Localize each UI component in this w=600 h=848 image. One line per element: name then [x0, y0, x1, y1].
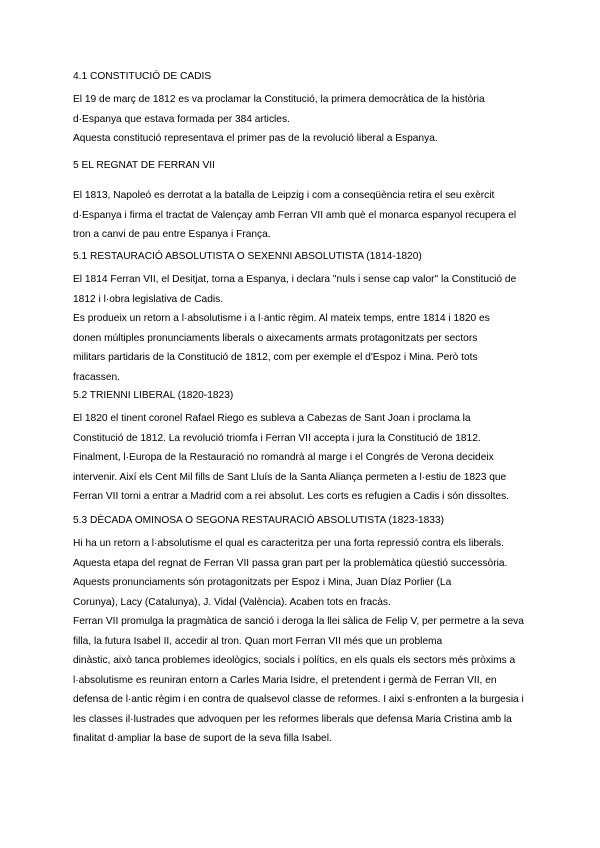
- section-heading: 5 EL REGNAT DE FERRAN VII: [73, 160, 215, 171]
- paragraph-line: Ferran VII torni a entrar a Madrid com a rei absolut. Les corts es refugien a Cadis i són dissoltes.: [73, 491, 509, 502]
- paragraph-line: El 19 de març de 1812 es va proclamar la Constitució, la primera democràtica de la història: [73, 94, 485, 105]
- section-decada-ominosa: [73, 514, 528, 749]
- paragraph-line: Aquests pronunciaments són protagonitzats per Espoz i Mina, Juan Díaz Porlier (La: [73, 577, 452, 588]
- paragraph-line: Es produeix un retorn a l·absolutisme i a l·antic règim. Al mateix temps, entre 1814 i 1820 es: [73, 313, 490, 324]
- section-heading: 5.3 DÈCADA OMINOSA O SEGONA RESTAURACIÓ ABSOLUTISTA (1823-1833): [73, 515, 445, 526]
- section-heading: 4.1 CONSTITUCIÓ DE CADIS: [73, 71, 212, 82]
- paragraph-line: intervenir. Així els Cent Mil fills de Sant Lluís de la Santa Aliança permeten a l·estiu de 1823 que: [73, 471, 507, 483]
- section-heading: 5.2 TRIENNI LIBERAL (1820-1823): [73, 390, 234, 401]
- paragraph-line: d·Espanya que estava formada per 384 articles.: [73, 113, 290, 125]
- paragraph-line: Finalment, l·Europa de la Restauració no romandrà al marge i el Congrés de Verona decideix: [73, 452, 494, 463]
- paragraph-line: Ferran VII promulga la pragmàtica de sanció i deroga la llei sàlica de Felip V, per permetre a la seva: [73, 616, 524, 627]
- paragraph-line: tron a canvi de pau entre Espanya i França.: [73, 229, 271, 240]
- paragraph-line: Aquesta etapa del regnat de Ferran VII passa gran part per la problemàtica qüestió successòria.: [73, 557, 508, 569]
- section-constitucio-cadis: [73, 70, 528, 149]
- paragraph-line: dinàstic, això tanca problemes ideològics, socials i polítics, en els quals els sectors més pròxims a: [73, 655, 516, 666]
- paragraph-line: fracassen.: [73, 371, 120, 383]
- paragraph-line: 1812 i l·obra legislativa de Cadis.: [73, 293, 224, 305]
- paragraph-line: donen múltiples pronunciaments liberals o aixecaments armats protagonitzats per sectors: [73, 332, 478, 344]
- paragraph-line: El 1820 el tinent coronel Rafael Riego es subleva a Cabezas de Sant Joan i proclama la: [73, 413, 471, 424]
- paragraph-line: Constitució de 1812. La revolució triomfa i Ferran VII accepta i jura la Constitució de 1812.: [73, 432, 481, 444]
- section-regnat-ferran-vii: [73, 159, 528, 245]
- paragraph-line: Aquesta constitució representava el primer pas de la revolució liberal a Espanya.: [73, 133, 438, 144]
- paragraph-line: El 1814 Ferran VII, el Desitjat, torna a Espanya, i declara "nuls i sense cap valor" la Constitució de: [73, 274, 517, 285]
- paragraph-line: filla, la futura Isabel II, accedir al tron. Quan mort Ferran VII més que un problema: [73, 635, 443, 647]
- section-trienni-liberal: [73, 389, 528, 507]
- section-restauracio-absolutista: [73, 250, 528, 387]
- paragraph-line: d·Espanya i firma el tractat de Valençay amb Ferran VII amb què el monarca espanyol recupera el: [73, 209, 517, 221]
- section-heading: 5.1 RESTAURACIÓ ABSOLUTISTA O SEXENNI ABSOLUTISTA (1814-1820): [73, 251, 422, 262]
- paragraph-line: defensa de l·antic règim i en contra de qualsevol classe de reformes. I així s·enfronten a la burgesia i: [73, 694, 524, 705]
- paragraph-line: El 1813, Napoleó es derrotat a la batalla de Leipzig i com a conseqüència retira el seu exèrcit: [73, 190, 495, 201]
- paragraph-line: finalitat d·ampliar la base de suport de la seva filla Isabel.: [73, 733, 332, 744]
- paragraph-line: militars partidaris de la Constitució de 1812, com per exemple el d'Espoz i Mina. Però tots: [73, 352, 478, 363]
- paragraph-line: Corunya), Lacy (Catalunya), J. Vidal (València). Acaben tots en fracàs.: [73, 596, 391, 608]
- paragraph-line: Hi ha un retorn a l·absolutisme el qual es caracteritza per una forta repressió contra els liberals.: [73, 538, 504, 549]
- paragraph-line: les classes il·lustrades que advoquen per les reformes liberals que defensa Maria Cristina amb la: [73, 713, 512, 725]
- paragraph-line: l·absolutisme es reuniran entorn a Carles Maria Isidre, el pretendent i germà de Ferran VII, en: [73, 674, 497, 686]
